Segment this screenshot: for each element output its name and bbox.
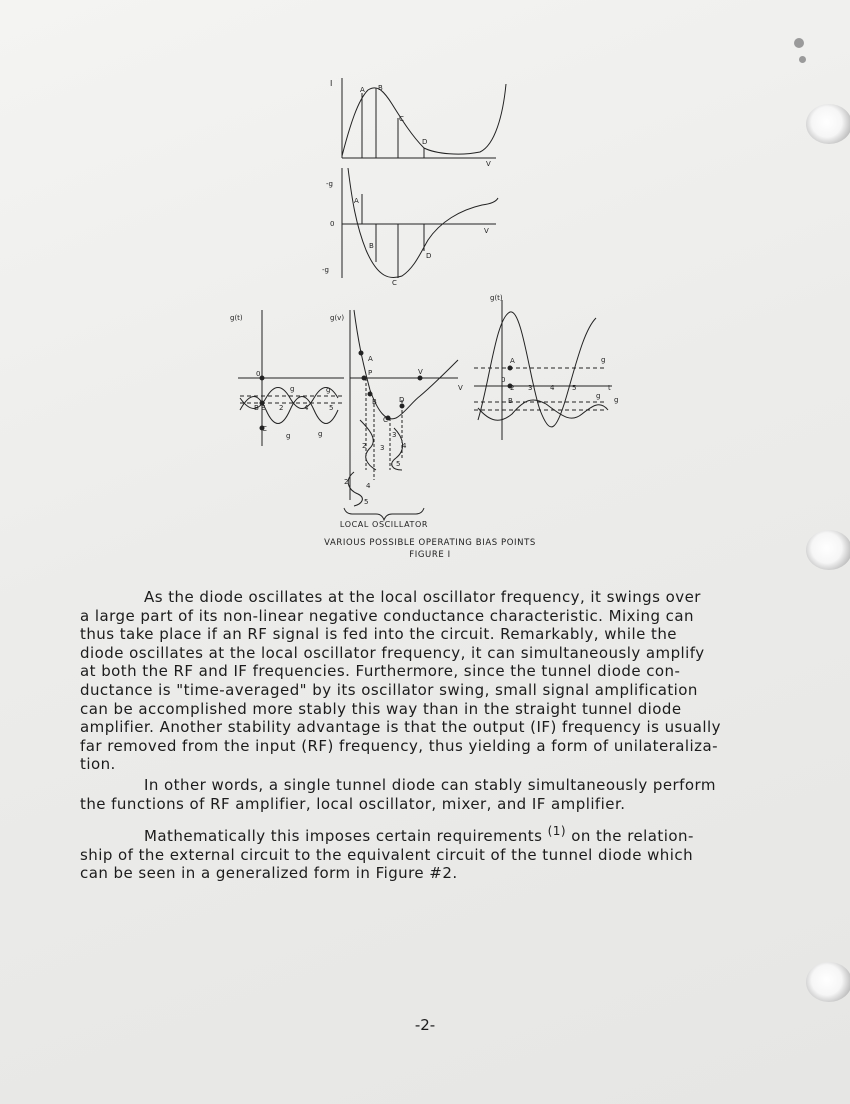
svg-text:4: 4: [550, 384, 555, 392]
svg-text:C: C: [383, 416, 388, 424]
text-line: As the diode oscillates at the local oscillator frequency, it swings over: [144, 588, 701, 606]
svg-text:A: A: [354, 197, 359, 205]
svg-text:I: I: [330, 79, 333, 88]
svg-text:0: 0: [256, 370, 261, 378]
svg-text:D: D: [399, 396, 405, 404]
svg-text:3: 3: [528, 384, 533, 392]
svg-text:g: g: [290, 385, 295, 393]
text-line: can be accomplished more stably this way than in the straight tunnel diode: [80, 699, 682, 718]
svg-text:B: B: [372, 398, 377, 406]
local-oscillator-label: LOCAL OSCILLATOR: [339, 520, 429, 529]
svg-text:g: g: [601, 356, 606, 364]
svg-text:2: 2: [362, 442, 367, 450]
text-segment: Mathematically this imposes certain requirements: [144, 827, 543, 845]
svg-text:g(t): g(t): [490, 294, 503, 302]
svg-text:3: 3: [380, 444, 385, 452]
svg-text:0: 0: [330, 220, 335, 228]
svg-text:V: V: [486, 160, 491, 168]
text-line: a large part of its non-linear negative conductance characteristic. Mixing can: [80, 606, 694, 625]
svg-text:g(t): g(t): [230, 314, 243, 322]
svg-text:A: A: [368, 355, 373, 363]
svg-text:C: C: [262, 425, 267, 433]
punch-hole-bottom: [806, 962, 850, 1002]
text-line: the functions of RF amplifier, local oscillator, mixer, and IF amplifier.: [80, 794, 626, 813]
svg-text:A: A: [510, 357, 515, 365]
svg-text:5: 5: [572, 384, 577, 392]
bias-load-line-graph: [330, 310, 463, 520]
svg-text:5: 5: [329, 404, 334, 412]
svg-text:g(v): g(v): [330, 314, 345, 322]
text-line: [80, 822, 780, 846]
text-segment: on the relation-: [571, 827, 694, 845]
svg-text:D: D: [426, 252, 432, 260]
svg-text:V: V: [458, 384, 463, 392]
svg-text:P: P: [368, 369, 373, 377]
figure-caption-line2: FIGURE I: [409, 550, 451, 560]
time-conductance-graph-right: [474, 294, 618, 440]
svg-text:A: A: [360, 86, 365, 94]
svg-text:C: C: [399, 115, 404, 123]
svg-text:2: 2: [344, 478, 349, 486]
text-line: amplifier. Another stability advantage is that the output (IF) frequency is usually: [80, 718, 721, 737]
svg-text:D: D: [422, 138, 428, 146]
svg-text:E: E: [261, 404, 266, 412]
text-line: ship of the external circuit to the equivalent circuit of the tunnel diode which: [80, 845, 694, 864]
svg-text:-g: -g: [322, 266, 329, 274]
paragraph-2: [80, 776, 780, 813]
conductance-voltage-graph: [322, 168, 498, 287]
paragraph-1: [80, 588, 780, 774]
text-line: tion.: [80, 755, 116, 774]
page-number: -2-: [414, 1016, 436, 1034]
footnote-reference: (1): [547, 824, 566, 838]
figure-caption-line1: VARIOUS POSSIBLE OPERATING BIAS POINTS: [324, 538, 536, 548]
svg-text:B: B: [369, 242, 374, 250]
text-line: In other words, a single tunnel diode can stably simultaneously perform: [144, 776, 716, 794]
svg-text:B: B: [508, 397, 513, 405]
svg-text:0: 0: [501, 376, 506, 384]
svg-text:g: g: [614, 396, 619, 404]
svg-text:4: 4: [304, 404, 309, 412]
text-line: ductance is "time-averaged" by its oscillator swing, small signal amplification: [80, 680, 698, 699]
svg-text:g: g: [286, 432, 291, 440]
svg-text:g: g: [326, 386, 331, 394]
svg-text:g: g: [318, 430, 323, 438]
svg-text:C: C: [392, 279, 397, 287]
svg-text:-g: -g: [326, 180, 333, 188]
svg-text:3: 3: [392, 431, 397, 439]
current-voltage-graph: [330, 78, 506, 168]
svg-text:B: B: [254, 404, 259, 412]
svg-text:5: 5: [396, 460, 401, 468]
svg-text:2: 2: [510, 384, 515, 392]
svg-text:4: 4: [402, 442, 407, 450]
svg-text:5: 5: [364, 498, 369, 506]
paragraph-3: [80, 822, 780, 883]
text-line: far removed from the input (RF) frequency, thus yielding a form of unilateraliza-: [80, 736, 718, 755]
text-line: thus take place if an RF signal is fed into the circuit. Remarkably, while the: [80, 625, 677, 644]
svg-text:t: t: [608, 384, 611, 392]
svg-text:V: V: [484, 227, 489, 235]
time-conductance-graph-left: [230, 310, 344, 446]
text-line: can be seen in a generalized form in Figure #2.: [80, 864, 458, 883]
svg-text:g: g: [596, 392, 601, 400]
text-line: diode oscillates at the local oscillator frequency, it can simultaneously amplify: [80, 643, 705, 662]
svg-text:V: V: [418, 368, 423, 376]
svg-text:2: 2: [279, 404, 284, 412]
text-line: at both the RF and IF frequencies. Furthermore, since the tunnel diode con-: [80, 662, 681, 681]
svg-text:B: B: [378, 84, 383, 92]
svg-text:4: 4: [366, 482, 371, 490]
